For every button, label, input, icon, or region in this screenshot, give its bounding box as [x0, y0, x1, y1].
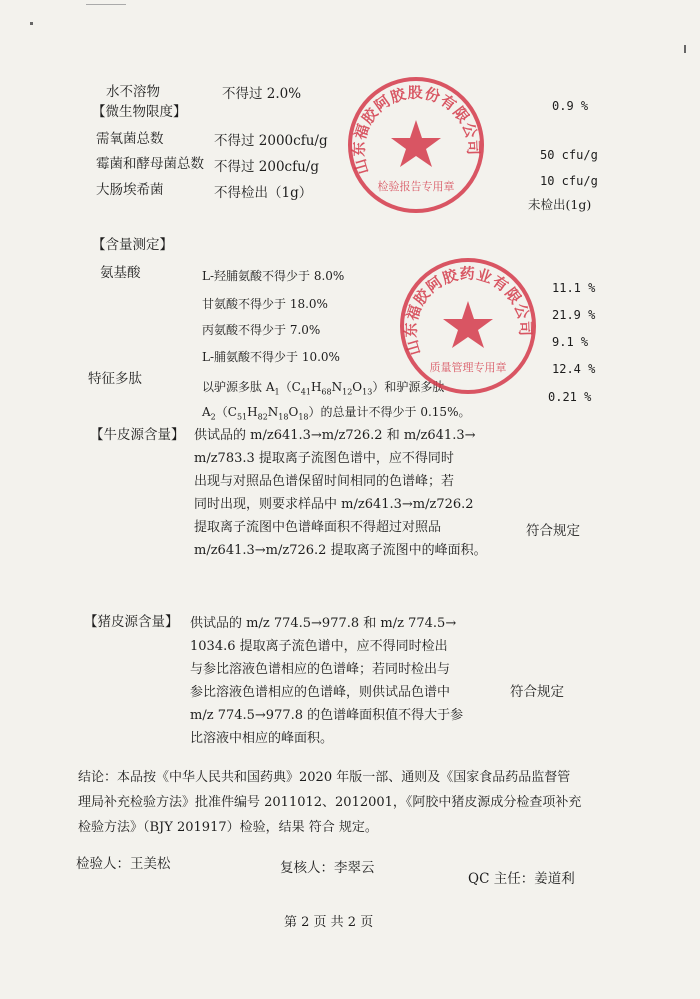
- bovine-line: 同时出现，则要求样品中 m/z641.3→m/z726.2: [194, 497, 474, 512]
- amino-acid-label: 氨基酸: [100, 265, 141, 281]
- microbial-result: 未检出(1g): [528, 197, 592, 212]
- bovine-line: 出现与对照品色谱保留时间相同的色谱峰；若: [194, 474, 455, 489]
- inspection-seal: [343, 72, 489, 218]
- bovine-description: [194, 424, 487, 562]
- microbial-label: 需氧菌总数: [96, 131, 164, 147]
- seal-top-text: 山东福胶阿胶股份有限公司: [349, 83, 483, 177]
- bovine-line: 提取离子流图中色谱峰面积不得超过对照品: [194, 520, 442, 535]
- amino-result: 21.9 %: [552, 308, 596, 322]
- star-icon: [443, 301, 493, 348]
- inspector-signature: 检验人：王美松: [76, 856, 171, 872]
- porcine-header: 【猪皮源含量】: [84, 614, 179, 630]
- amino-result: 9.1 %: [552, 335, 589, 349]
- porcine-line: 与参比溶液色谱相应的色谱峰；若同时检出与: [190, 662, 451, 677]
- seal-bottom-subtitle: 质量管理专用章: [429, 361, 507, 374]
- insoluble-label: 水不溶物: [106, 84, 160, 100]
- microbial-standard: 不得过 2000cfu/g: [214, 133, 328, 149]
- scan-mark: [684, 45, 686, 53]
- peptide-formula-line2: $A_2(C_{51}H_{82}N_{18}O_{18})$的总量计不得少于 0.15%。: [202, 405, 471, 422]
- porcine-line: 供试品的 m/z 774.5→977.8 和 m/z 774.5→: [190, 616, 457, 631]
- quality-seal: [395, 253, 541, 399]
- microbial-standard: 不得过 200cfu/g: [214, 159, 320, 175]
- scan-mark: [86, 4, 126, 5]
- amino-standard: L-羟脯氨酸不得少于 8.0%: [202, 269, 345, 283]
- microbial-result: 50 cfu/g: [540, 148, 598, 162]
- amino-standard: 丙氨酸不得少于 7.0%: [202, 323, 321, 337]
- conclusion-line: 理局补充检验方法》批准件编号 2011012、2012001，《阿胶中猪皮源成分检查项补充: [78, 795, 582, 810]
- porcine-description: [190, 612, 463, 750]
- peptide-formula-line1: 以驴源多肽 $A_1(C_{41}H_{68}N_{12}O_{13})$和驴源多肽: [202, 380, 445, 397]
- amino-result: 12.4 %: [552, 362, 596, 376]
- microbial-result: 10 cfu/g: [540, 174, 598, 188]
- microbial-header: 【微生物限度】: [92, 104, 187, 120]
- insoluble-result: 0.9 %: [552, 99, 589, 113]
- assay-header: 【含量测定】: [92, 237, 173, 253]
- conclusion-line: 结论：本品按《中华人民共和国药典》2020 年版一部、通则及《国家食品药品监督管: [78, 770, 571, 785]
- conclusion: [78, 765, 581, 840]
- reviewer-signature: 复核人：李翠云: [280, 860, 375, 876]
- bovine-line: m/z783.3 提取离子流图色谱中，应不得同时: [194, 451, 454, 466]
- porcine-line: 1034.6 提取离子流色谱中，应不得同时检出: [190, 639, 448, 654]
- amino-standard: L-脯氨酸不得少于 10.0%: [202, 350, 340, 364]
- porcine-line: m/z 774.5→977.8 的色谱峰面积值不得大于参: [190, 708, 464, 723]
- peptide-result: 0.21 %: [548, 390, 592, 404]
- seal-bottom-text: 山东福胶阿胶药业有限公司: [401, 264, 535, 358]
- bovine-line: m/z641.3→m/z726.2 提取离子流图中的峰面积。: [194, 543, 487, 558]
- porcine-line: 比溶液中相应的峰面积。: [190, 731, 334, 746]
- peptide-line1-text: 以驴源多肽 A: [202, 380, 275, 394]
- bovine-result: 符合规定: [526, 523, 580, 539]
- scan-mark: [30, 22, 33, 25]
- peptide-line2-rest: 的总量计不得少于 0.15%。: [320, 405, 471, 419]
- seal-top-subtitle: 检验报告专用章: [377, 180, 455, 193]
- peptide-label: 特征多肽: [88, 371, 142, 387]
- microbial-standard: 不得检出（1g）: [214, 185, 313, 201]
- porcine-line: 参比溶液色谱相应的色谱峰，则供试品色谱中: [190, 685, 451, 700]
- page-number: 第 2 页 共 2 页: [284, 915, 374, 930]
- conclusion-line: 检验方法》（BJY 201917）检验，结果 符合 规定。: [78, 820, 378, 835]
- peptide-line1-rest: 和驴源多肽: [384, 380, 445, 394]
- star-icon: [391, 120, 441, 167]
- amino-standard: 甘氨酸不得少于 18.0%: [202, 297, 328, 311]
- bovine-header: 【牛皮源含量】: [90, 427, 185, 443]
- microbial-label: 大肠埃希菌: [96, 182, 164, 198]
- insoluble-standard: 不得过 2.0%: [222, 86, 302, 102]
- microbial-label: 霉菌和酵母菌总数: [96, 156, 204, 172]
- bovine-line: 供试品的 m/z641.3→m/z726.2 和 m/z641.3→: [194, 428, 476, 443]
- amino-result: 11.1 %: [552, 281, 596, 295]
- porcine-result: 符合规定: [510, 684, 564, 700]
- qc-signature: QC 主任：姜道利: [468, 871, 575, 887]
